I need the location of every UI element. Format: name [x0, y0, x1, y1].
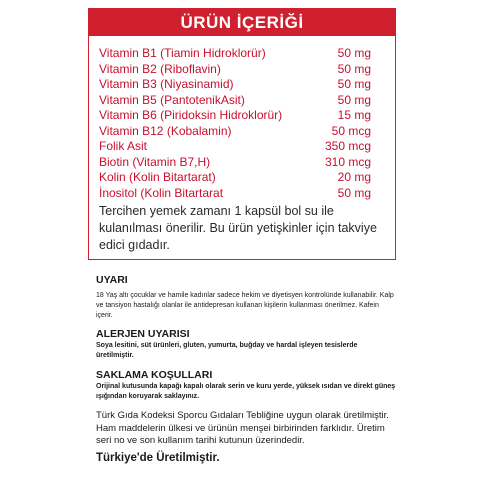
ingredient-row: [99, 155, 371, 171]
ingredient-row: [99, 93, 371, 109]
ingredient-row: [99, 77, 371, 93]
ingredient-row: [99, 62, 371, 78]
ingredient-amount: 310 mcg: [324, 154, 371, 169]
ingredient-name: Kolin (Kolin Bitartarat): [99, 170, 216, 184]
ingredient-row: [99, 46, 371, 62]
ingredient-amount: 50 mg: [337, 46, 371, 60]
ingredients-panel: [88, 8, 396, 260]
ingredient-amount: 15 mg: [337, 108, 371, 122]
ingredient-amount: 50 mg: [337, 185, 371, 200]
ingredient-name: Vitamin B5 (PantotenikAsit): [99, 92, 245, 107]
allergen-body: Soya lesitini, süt ürünleri, gluten, yumurta, buğday ve hardal işleyen tesislerde üretilmiştir.: [96, 342, 358, 359]
ingredient-row: [99, 186, 371, 202]
ingredient-amount: 20 mg: [337, 170, 371, 184]
ingredient-name: Vitamin B3 (Niyasinamid): [99, 77, 234, 91]
ingredient-row: [99, 170, 371, 186]
ingredient-amount: 50 mg: [337, 77, 371, 91]
ingredient-amount: 50 mg: [337, 61, 371, 76]
ingredients-header: ÜRÜN İÇERİĞİ: [89, 9, 395, 36]
warning-title: UYARI: [96, 274, 128, 286]
ingredient-name: Vitamin B1 (Tiamin Hidroklorür): [99, 46, 266, 60]
ingredient-name: Vitamin B2 (Riboflavin): [99, 61, 221, 76]
ingredient-amount: 350 mcg: [324, 139, 371, 153]
allergen-title: ALERJEN UYARISI: [96, 328, 190, 340]
storage-body: Orijinal kutusunda kapağı kapalı olarak serin ve kuru yerde, yüksek ısıdan ve direkt güneş ışığından koruyarak saklayınız.: [96, 383, 396, 400]
ingredient-list: [99, 46, 371, 201]
ingredient-name: Biotin (Vitamin B7,H): [99, 154, 211, 169]
ingredient-row: [99, 124, 371, 140]
made-in-label: Türkiye'de Üretilmiştir.: [96, 451, 220, 464]
usage-instructions: Tercihen yemek zamanı 1 kapsül bol su ile kulanılması önerilir. Bu ürün yetişkinler için takviye edici gıdadır.: [99, 204, 377, 252]
ingredient-name: Vitamin B6 (Piridoksin Hidroklorür): [99, 108, 283, 122]
codex-statement: Türk Gıda Kodeksi Sporcu Gıdaları Tebliğine uygun olarak üretilmiştir. Ham maddelerin ülkesi ve ürünün menşei birbirinden farklıdır. Üretim seri no ve son kullanım tarihi kutunun üzerindedir.: [96, 410, 389, 446]
storage-title: SAKLAMA KOŞULLARI: [96, 369, 213, 381]
ingredient-row: [99, 139, 371, 155]
ingredient-name: Vitamin B12 (Kobalamin): [99, 123, 232, 138]
warning-body: 18 Yaş altı çocuklar ve hamile kadınlar sadece hekim ve diyetisyen kontrolünde kullanabilir. Kalp ve tansiyon hastalığı olanlar ile antidepresan kullanan kişilerin kullanması önerilmez. Kafein içerir.: [96, 292, 394, 319]
label-sections: [96, 274, 396, 464]
ingredient-amount: 50 mg: [337, 92, 371, 107]
ingredient-name: Folik Asit: [99, 139, 148, 153]
ingredient-row: [99, 108, 371, 124]
ingredient-amount: 50 mcg: [331, 123, 371, 138]
ingredient-name: İnositol (Kolin Bitartarat: [99, 185, 224, 200]
